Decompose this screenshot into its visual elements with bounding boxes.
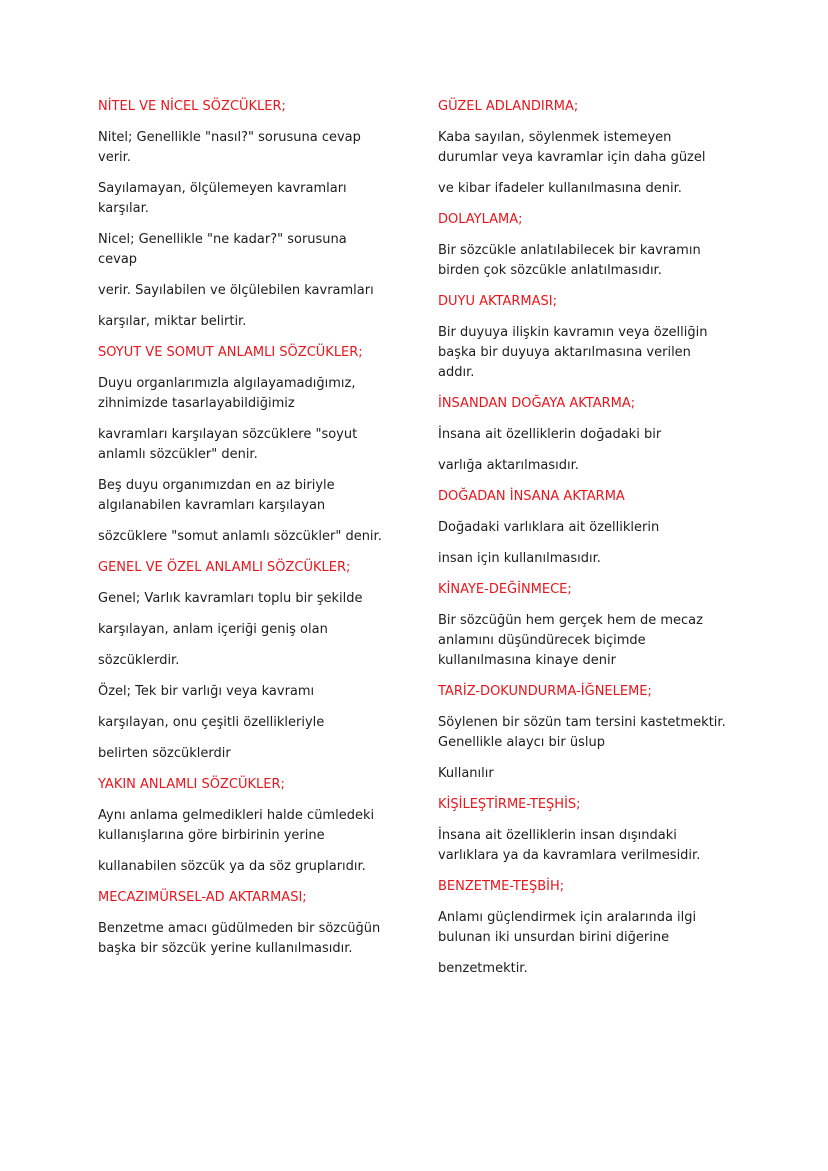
paragraph xyxy=(98,651,398,671)
paragraph xyxy=(438,959,733,979)
section-heading: GENEL VE ÖZEL ANLAMLI SÖZCÜKLER; xyxy=(98,560,351,575)
paragraph xyxy=(98,806,398,846)
section-heading: DUYU AKTARMASI; xyxy=(438,294,557,309)
paragraph xyxy=(438,179,733,199)
paragraph xyxy=(98,179,398,219)
text-line: Kullanılır xyxy=(438,766,494,781)
paragraph xyxy=(438,713,733,753)
text-line: insan için kullanılmasıdır. xyxy=(438,551,601,566)
text-line: varlıklara ya da kavramlara verilmesidir. xyxy=(438,848,701,863)
text-line: Nicel; Genellikle "ne kadar?" sorusuna xyxy=(98,232,347,247)
text-line: zihnimizde tasarlayabildiğimiz xyxy=(98,396,295,411)
text-line: algılanabilen kavramları karşılayan xyxy=(98,498,326,513)
paragraph xyxy=(98,281,398,301)
text-line: Beş duyu organımızdan en az biriyle xyxy=(98,478,335,493)
paragraph xyxy=(98,476,398,516)
section-heading: SOYUT VE SOMUT ANLAMLI SÖZCÜKLER; xyxy=(98,345,363,360)
text-line: Genel; Varlık kavramları toplu bir şekilde xyxy=(98,591,363,606)
text-line: başka bir sözcük yerine kullanılmasıdır. xyxy=(98,941,353,956)
text-line: kullanılmasına kinaye denir xyxy=(438,653,616,668)
paragraph xyxy=(98,128,398,168)
section-heading: DOĞADAN İNSANA AKTARMA xyxy=(438,489,625,504)
text-line: Genellikle alaycı bir üslup xyxy=(438,735,606,750)
text-line: Doğadaki varlıklara ait özelliklerin xyxy=(438,520,660,535)
text-line: karşılar. xyxy=(98,201,149,216)
paragraph xyxy=(98,230,398,270)
text-line: sözcüklerdir. xyxy=(98,653,180,668)
text-line: karşılayan, onu çeşitli özellikleriyle xyxy=(98,715,325,730)
text-line: karşılayan, anlam içeriği geniş olan xyxy=(98,622,328,637)
text-line: kullanabilen sözcük ya da söz gruplarıdır. xyxy=(98,859,366,874)
text-line: addır. xyxy=(438,365,475,380)
text-line: bulunan iki unsurdan birini diğerine xyxy=(438,930,670,945)
paragraph xyxy=(438,425,733,445)
paragraph xyxy=(438,826,733,866)
paragraph xyxy=(98,425,398,465)
section-heading: BENZETME-TEŞBİH; xyxy=(438,879,565,894)
paragraph xyxy=(438,241,733,281)
text-line: Duyu organlarımızla algılayamadığımız, xyxy=(98,376,356,391)
section-heading: YAKIN ANLAMLI SÖZCÜKLER; xyxy=(98,777,285,792)
text-line: varlığa aktarılmasıdır. xyxy=(438,458,579,473)
text-line: kullanışlarına göre birbirinin yerine xyxy=(98,828,325,843)
text-line: anlamlı sözcükler" denir. xyxy=(98,447,258,462)
text-line: İnsana ait özelliklerin insan dışındaki xyxy=(438,828,677,843)
paragraph xyxy=(98,919,398,959)
text-line: ve kibar ifadeler kullanılmasına denir. xyxy=(438,181,682,196)
section-heading: İNSANDAN DOĞAYA AKTARMA; xyxy=(438,396,636,411)
text-line: İnsana ait özelliklerin doğadaki bir xyxy=(438,427,662,442)
paragraph xyxy=(438,764,733,784)
text-line: Aynı anlama gelmedikleri halde cümledeki xyxy=(98,808,375,823)
paragraph xyxy=(438,128,733,168)
paragraph xyxy=(98,527,398,547)
text-line: karşılar, miktar belirtir. xyxy=(98,314,247,329)
paragraph xyxy=(98,857,398,877)
section-heading: NİTEL VE NİCEL SÖZCÜKLER; xyxy=(98,99,286,114)
text-line: belirten sözcüklerdir xyxy=(98,746,231,761)
paragraph xyxy=(98,620,398,640)
paragraph xyxy=(98,682,398,702)
paragraph xyxy=(438,549,733,569)
section-heading: KİŞİLEŞTİRME-TEŞHİS; xyxy=(438,797,581,812)
paragraph xyxy=(438,611,733,671)
text-line: benzetmektir. xyxy=(438,961,528,976)
text-line: durumlar veya kavramlar için daha güzel xyxy=(438,150,706,165)
paragraph xyxy=(98,589,398,609)
text-line: kavramları karşılayan sözcüklere "soyut xyxy=(98,427,358,442)
section-heading: MECAZIMÜRSEL-AD AKTARMASI; xyxy=(98,890,307,905)
text-line: verir. xyxy=(98,150,131,165)
text-line: Özel; Tek bir varlığı veya kavramı xyxy=(98,684,315,699)
text-line: Bir sözcükle anlatılabilecek bir kavramın xyxy=(438,243,701,258)
text-line: cevap xyxy=(98,252,138,267)
paragraph xyxy=(98,744,398,764)
text-line: Bir duyuya ilişkin kavramın veya özelliğin xyxy=(438,325,708,340)
text-line: verir. Sayılabilen ve ölçülebilen kavramları xyxy=(98,283,374,298)
text-line: Söylenen bir sözün tam tersini kastetmektir. xyxy=(438,715,726,730)
paragraph xyxy=(438,456,733,476)
paragraph xyxy=(438,908,733,948)
text-line: Kaba sayılan, söylenmek istemeyen xyxy=(438,130,672,145)
text-line: sözcüklere "somut anlamlı sözcükler" denir. xyxy=(98,529,382,544)
section-heading: TARİZ-DOKUNDURMA-İĞNELEME; xyxy=(438,684,652,699)
paragraph xyxy=(98,713,398,733)
text-line: Sayılamayan, ölçülemeyen kavramları xyxy=(98,181,347,196)
paragraph xyxy=(98,312,398,332)
section-heading: DOLAYLAMA; xyxy=(438,212,523,227)
text-line: Benzetme amacı güdülmeden bir sözcüğün xyxy=(98,921,381,936)
paragraph xyxy=(438,518,733,538)
text-line: başka bir duyuya aktarılmasına verilen xyxy=(438,345,691,360)
right-column xyxy=(438,97,738,990)
text-line: birden çok sözcükle anlatılmasıdır. xyxy=(438,263,662,278)
text-line: Anlamı güçlendirmek için aralarında ilgi xyxy=(438,910,697,925)
left-column xyxy=(98,97,398,970)
text-line: Nitel; Genellikle "nasıl?" sorusuna cevap xyxy=(98,130,361,145)
text-line: anlamını düşündürecek biçimde xyxy=(438,633,646,648)
section-heading: KİNAYE-DEĞİNMECE; xyxy=(438,582,572,597)
paragraph xyxy=(98,374,398,414)
text-line: Bir sözcüğün hem gerçek hem de mecaz xyxy=(438,613,703,628)
section-heading: GÜZEL ADLANDIRMA; xyxy=(438,99,579,114)
paragraph xyxy=(438,323,733,383)
